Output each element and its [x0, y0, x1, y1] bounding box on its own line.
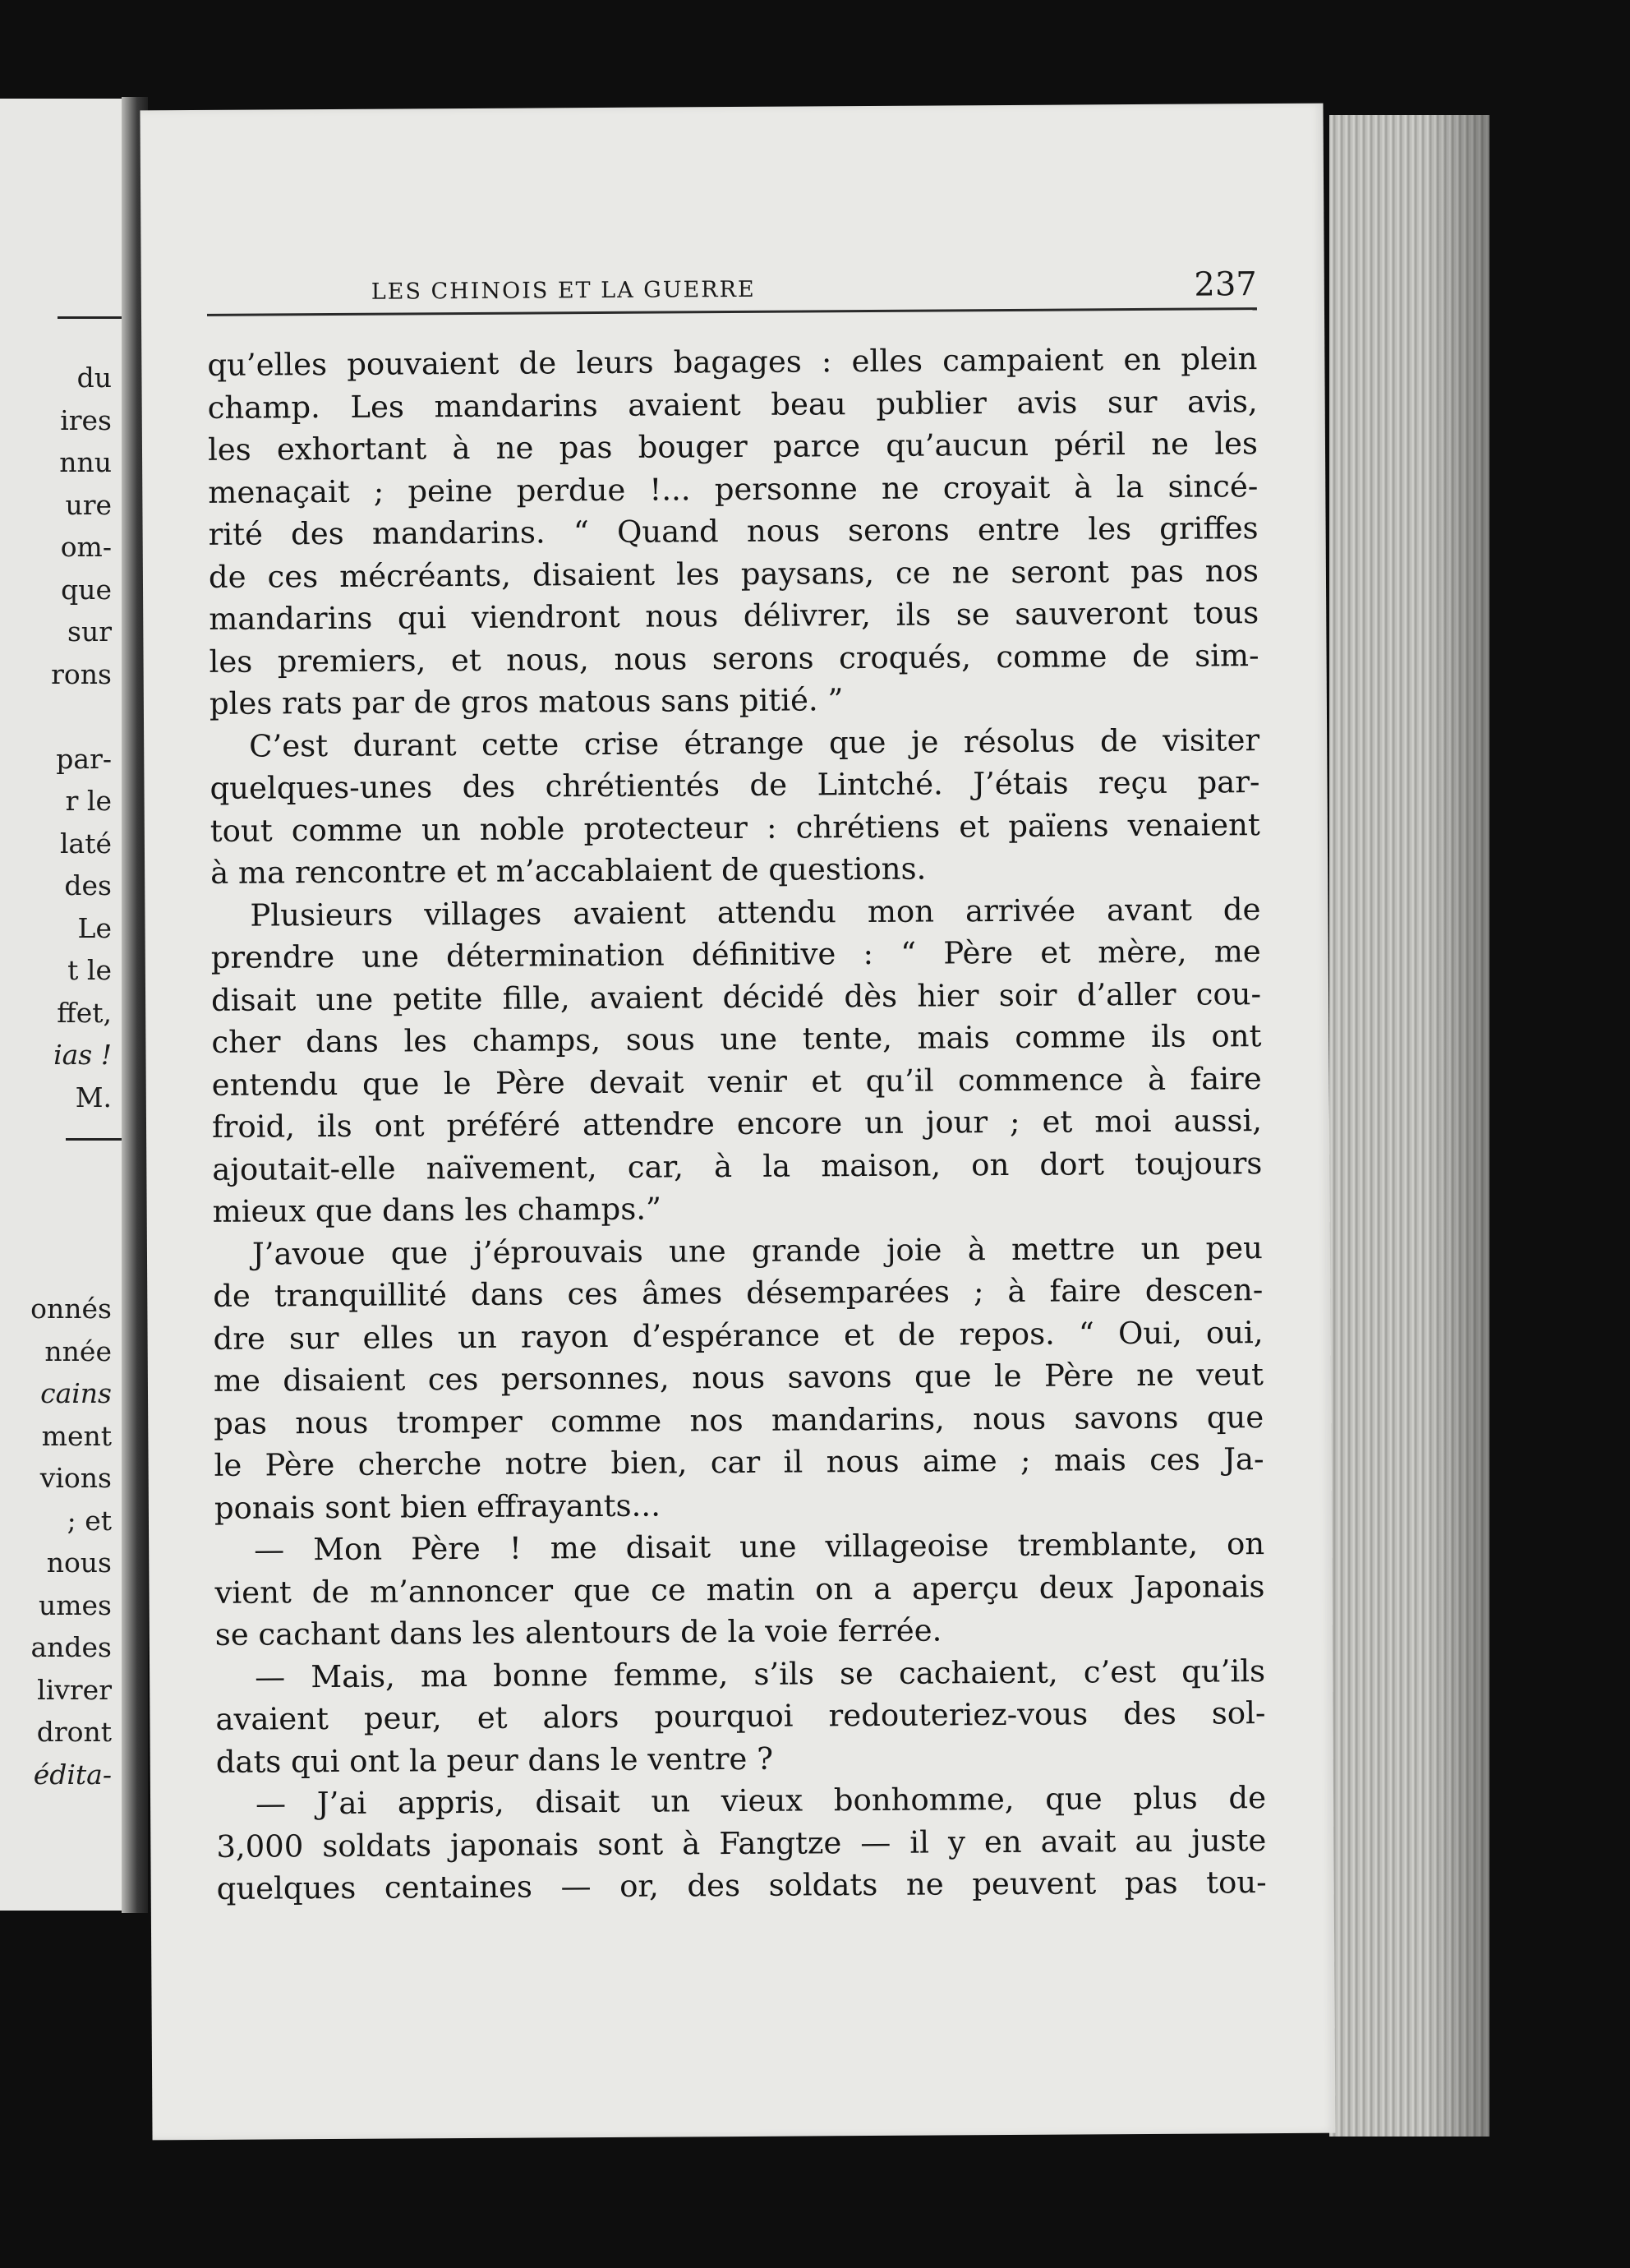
- text-line: entendu que le Père devait venir et qu’il commence à faire: [211, 1060, 1262, 1103]
- text-line: — Mon Père ! me disait une villageoise tremblante, on: [254, 1526, 1265, 1568]
- text-line: mandarins qui viendront nous délivrer, ils se sauveront tous: [209, 595, 1259, 637]
- page-number: 237: [1194, 265, 1257, 304]
- left-page-rule: [58, 316, 123, 319]
- running-title: LES CHINOIS ET LA GUERRE: [371, 276, 756, 305]
- left-page-fragment: ires: [60, 403, 112, 436]
- left-page-fragment: umes: [38, 1588, 112, 1621]
- left-page-fragment: dront: [36, 1716, 112, 1748]
- left-page-fragment: des: [64, 869, 112, 901]
- text-line: ajoutait-elle naïvement, car, à la maison, on dort toujours: [212, 1145, 1263, 1187]
- text-line: dre sur elles un rayon d’espérance et de repos. “ Oui, oui,: [213, 1314, 1264, 1357]
- text-line: les premiers, et nous, nous serons croqués, comme de sim-: [209, 637, 1259, 680]
- text-line: rité des mandarins. “ Quand nous serons entre les griffes: [208, 510, 1259, 552]
- page-edges: [1329, 115, 1490, 2137]
- left-page-fragment: nnée: [44, 1335, 112, 1367]
- text-line: cher dans les champs, sous une tente, mais comme ils ont: [211, 1018, 1262, 1060]
- left-page-fragment: sur: [67, 615, 112, 648]
- text-line: me disaient ces personnes, nous savons que le Père ne veut: [213, 1357, 1264, 1399]
- left-page-fragment: onnés: [30, 1293, 112, 1325]
- text-line: se cachant dans les alentours de la voie ferrée.: [214, 1612, 942, 1653]
- text-line: à ma rencontre et m’accablaient de questions.: [210, 850, 927, 891]
- text-line: tout comme un noble protecteur : chrétiens et païens venaient: [210, 806, 1260, 849]
- left-page-fragment: ure: [65, 488, 112, 521]
- text-line: C’est durant cette crise étrange que je résolus de visiter: [249, 721, 1260, 764]
- text-line: ponais sont bien effrayants...: [214, 1487, 661, 1526]
- left-page-fragment: ; et: [67, 1504, 112, 1537]
- main-page: [140, 104, 1335, 2141]
- text-line: prendre une détermination définitive : “ Père et mère, me: [210, 933, 1261, 975]
- text-line: quelques-unes des chrétientés de Lintché. J’étais reçu par-: [210, 764, 1260, 806]
- left-page-fragment: cains: [40, 1377, 112, 1409]
- left-page-fragment: M.: [75, 1081, 112, 1113]
- left-page-fragment: par-: [56, 742, 112, 775]
- text-line: — Mais, ma bonne femme, s’ils se cachaient, c’est qu’ils: [254, 1653, 1266, 1695]
- left-page-fragment: ment: [41, 1419, 112, 1452]
- text-line: J’avoue que j’éprouvais une grande joie à mettre un peu: [251, 1229, 1264, 1272]
- text-line: disait une petite fille, avaient décidé dès hier soir d’aller cou-: [210, 975, 1262, 1018]
- text-line: de ces mécréants, disaient les paysans, ce ne seront pas nos: [208, 552, 1259, 595]
- left-page-fragment: rons: [51, 657, 112, 690]
- text-line: de tranquillité dans ces âmes désemparées ; à faire descen-: [213, 1272, 1264, 1314]
- text-line: pas nous tromper comme nos mandarins, nous savons que: [214, 1399, 1264, 1441]
- text-line: — J’ai appris, disait un vieux bonhomme, que plus de: [255, 1780, 1267, 1822]
- text-line: champ. Les mandarins avaient beau publier avis sur avis,: [207, 383, 1258, 426]
- left-page-fragment: r le: [65, 785, 112, 817]
- left-page-fragment: om-: [60, 531, 112, 563]
- text-line: Plusieurs villages avaient attendu mon arrivée avant de: [250, 891, 1261, 933]
- text-line: dats qui ont la peur dans le ventre ?: [215, 1740, 774, 1780]
- text-line: ples rats par de gros matous sans pitié. ”: [209, 682, 844, 721]
- left-page-fragment: édita-: [33, 1758, 112, 1791]
- left-page-fragment: Le: [77, 911, 112, 944]
- body-text: [207, 338, 1267, 1910]
- left-page-fragment: ffet,: [57, 996, 112, 1029]
- text-line: menaçait ; peine perdue !... personne ne croyait à la sincé-: [208, 468, 1259, 510]
- left-page: [0, 99, 123, 1911]
- text-line: avaient peur, et alors pourquoi redouteriez-vous des sol-: [215, 1695, 1266, 1737]
- text-line: qu’elles pouvaient de leurs bagages : elles campaient en plein: [207, 341, 1258, 383]
- text-line: mieux que dans les champs.”: [212, 1191, 662, 1229]
- text-line: les exhortant à ne pas bouger parce qu’aucun péril ne les: [207, 426, 1259, 468]
- left-page-fragment: nous: [46, 1547, 112, 1579]
- text-line: 3,000 soldats japonais sont à Fangtze — il y en avait au juste: [216, 1822, 1267, 1865]
- left-page-fragment: t le: [67, 954, 112, 986]
- left-page-fragment: du: [76, 362, 112, 394]
- left-page-fragment: que: [61, 573, 112, 606]
- left-page-fragment: nnu: [59, 446, 112, 478]
- text-line: froid, ils ont préféré attendre encore un jour ; et moi aussi,: [211, 1103, 1263, 1145]
- left-page-fragment: andes: [30, 1631, 112, 1663]
- left-page-rule: [66, 1138, 123, 1141]
- left-page-fragment: laté: [59, 827, 112, 860]
- text-line: vient de m’annoncer que ce matin on a aperçu deux Japonais: [214, 1568, 1265, 1611]
- text-line: le Père cherche notre bien, car il nous aime ; mais ces Ja-: [214, 1441, 1264, 1483]
- left-page-fragment: vions: [39, 1462, 112, 1494]
- left-page-fragment: livrer: [37, 1673, 112, 1706]
- text-line: quelques centaines — or, des soldats ne peuvent pas tou-: [216, 1865, 1267, 1906]
- left-page-fragment: ias !: [53, 1039, 112, 1071]
